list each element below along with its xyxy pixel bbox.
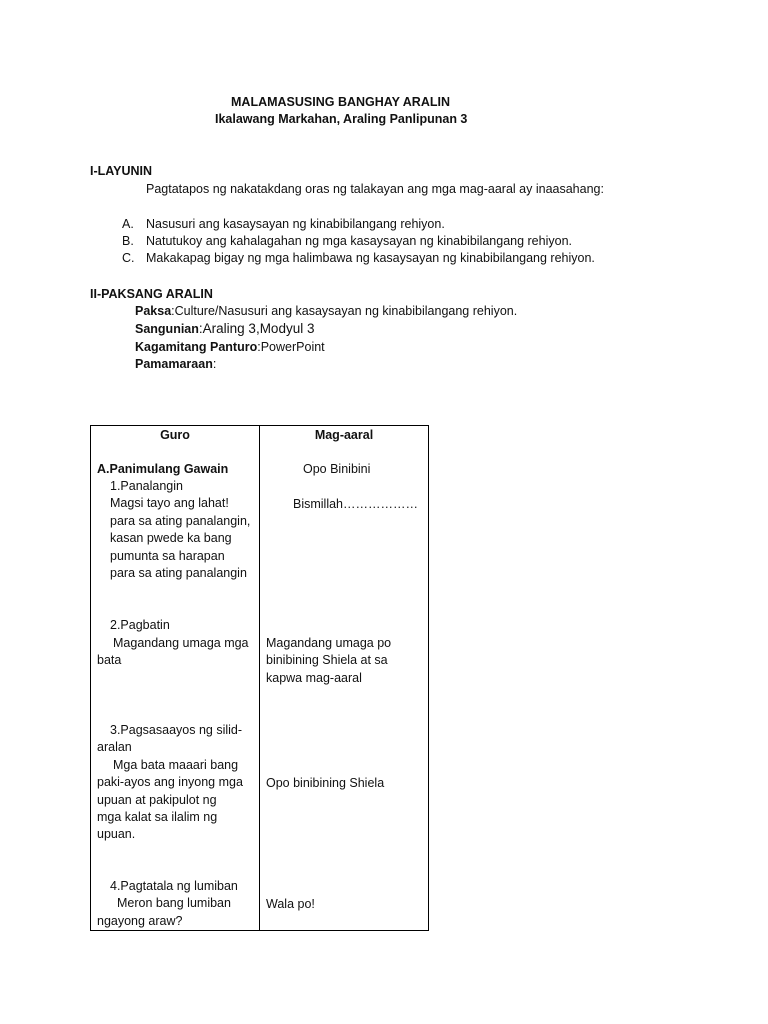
list-item-marker: C. xyxy=(122,251,135,265)
table-row: upuan. xyxy=(97,827,136,841)
table-row: Bismillah……………… xyxy=(293,497,419,511)
mag-aaral-column xyxy=(260,426,429,931)
pamamaraan-label: Pamamaraan xyxy=(135,357,213,371)
table-row: paki-ayos ang inyong mga xyxy=(97,775,243,789)
paksa-label: Paksa xyxy=(135,304,172,318)
lesson-table xyxy=(90,425,429,931)
kagamitan-value: :PowerPoint xyxy=(257,340,325,354)
table-row: ngayong araw? xyxy=(97,914,183,928)
pagsasaayos-title: 3.Pagsasaayos ng silid- xyxy=(110,723,243,737)
list-item-marker: B. xyxy=(122,234,134,248)
pamamaraan-value: : xyxy=(212,357,217,371)
table-row: Magandang umaga po xyxy=(266,636,392,650)
pagtatala-title: 4.Pagtatala ng lumiban xyxy=(110,879,238,893)
document-title: MALAMASUSING BANGHAY ARALIN xyxy=(231,95,450,109)
table-row: Opo binibining Shiela xyxy=(266,776,385,790)
panalangin-title: 1.Panalangin xyxy=(110,479,183,493)
table-row: pumunta sa harapan xyxy=(110,549,225,563)
layunin-intro: Pagtatapos ng nakatakdang oras ng talakayan ang mga mag-aaral ay inaasahang: xyxy=(146,182,604,196)
section-panimulang-gawain: A.Panimulang Gawain xyxy=(97,462,229,476)
table-row: Magandang umaga mga xyxy=(113,636,249,650)
sanggunian-value: :Araling 3,Modyul 3 xyxy=(198,321,315,336)
list-item: Makakapag bigay ng mga halimbawa ng kasaysayan ng kinabibilangang rehiyon. xyxy=(146,251,595,265)
table-row: aralan xyxy=(97,740,132,754)
table-row: upuan at pakipulot ng xyxy=(97,793,217,807)
table-row: kasan pwede ka bang xyxy=(110,531,232,545)
guro-header: Guro xyxy=(160,428,190,442)
kagamitan-label: Kagamitang Panturo xyxy=(135,340,258,354)
document-subtitle: Ikalawang Markahan, Araling Panlipunan 3 xyxy=(215,112,468,126)
guro-column xyxy=(91,426,260,931)
list-item: Nasusuri ang kasaysayan ng kinabibilangang rehiyon. xyxy=(146,217,445,231)
table-row: para sa ating panalangin xyxy=(110,566,247,580)
table-row: Magsi tayo ang lahat! xyxy=(110,496,229,510)
table-row: bata xyxy=(97,653,122,667)
table-row: kapwa mag-aaral xyxy=(266,671,362,685)
list-item-marker: A. xyxy=(122,217,134,231)
sanggunian-line xyxy=(135,321,314,336)
layunin-heading: I-LAYUNIN xyxy=(90,164,153,178)
paksa-value: :Culture/Nasusuri ang kasaysayan ng kinabibilangang rehiyon. xyxy=(171,304,518,318)
list-item: Natutukoy ang kahalagahan ng mga kasaysayan ng kinabibilangang rehiyon. xyxy=(146,234,572,248)
mag-aaral-header: Mag-aaral xyxy=(314,428,374,442)
table-row: Meron bang lumiban xyxy=(117,896,231,910)
sanggunian-label: Sangunian xyxy=(135,322,199,336)
table-row: Wala po! xyxy=(266,897,315,911)
paksa-line xyxy=(135,304,517,318)
table-row: para sa ating panalangin, xyxy=(110,514,251,528)
kagamitan-line xyxy=(135,340,325,354)
table-row: binibining Shiela at sa xyxy=(266,653,388,667)
table-row: Mga bata maaari bang xyxy=(113,758,239,772)
pamamaraan-line xyxy=(135,357,216,371)
table-row: Opo Binibini xyxy=(303,462,371,476)
table-row: mga kalat sa ilalim ng xyxy=(97,810,218,824)
paksang-aralin-heading: II-PAKSANG ARALIN xyxy=(90,287,213,301)
pagbati-title: 2.Pagbatin xyxy=(110,618,170,632)
